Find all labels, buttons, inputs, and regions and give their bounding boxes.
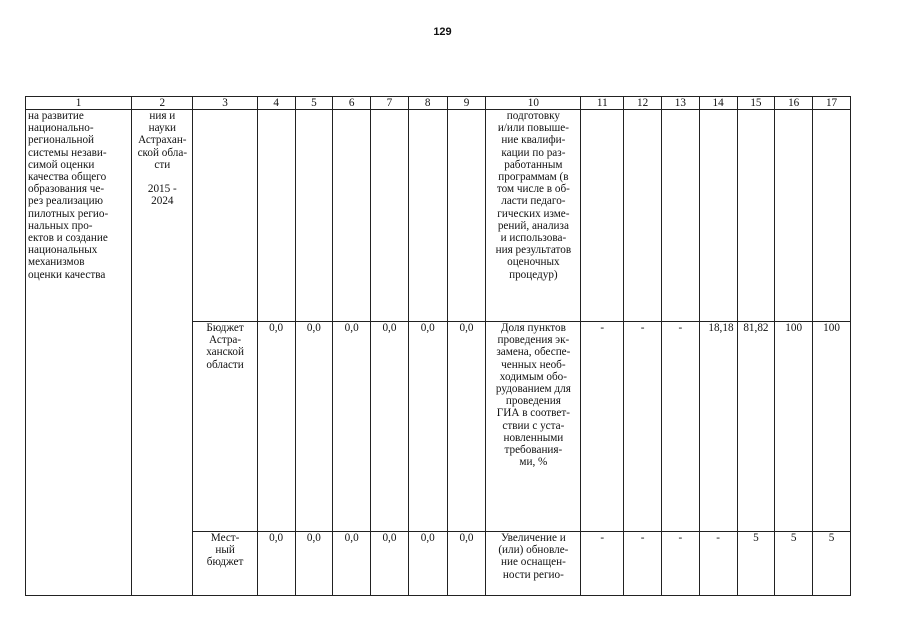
value-cell: 0,0	[333, 532, 371, 596]
table-cell	[193, 110, 257, 322]
header-cell: 5	[295, 97, 333, 110]
page-number: 129	[433, 26, 452, 38]
value-cell: 0,0	[333, 322, 371, 532]
target-cell: -	[662, 532, 700, 596]
target-cell: -	[624, 322, 662, 532]
value-cell: 0,0	[371, 322, 409, 532]
target-cell: -	[662, 322, 700, 532]
target-cell: 5	[813, 532, 851, 596]
measure-name-cell: на развитие национально- региональной системы незави- симой оценки качества общего образования че- рез реализацию пилотных регио- нальных про- ектов и создание национальных механизмов оценки качества	[26, 110, 132, 596]
table-cell	[624, 110, 662, 322]
funding-source-cell: Бюджет Астра- ханской области	[193, 322, 257, 532]
value-cell: 0,0	[408, 532, 447, 596]
header-cell: 2	[132, 97, 193, 110]
target-cell: 5	[775, 532, 813, 596]
target-cell: -	[581, 322, 624, 532]
header-cell: 17	[813, 97, 851, 110]
table-cell	[408, 110, 447, 322]
header-row	[26, 97, 851, 110]
target-cell: 18,18	[699, 322, 737, 532]
table-cell	[295, 110, 333, 322]
table-cell	[257, 110, 295, 322]
target-cell: 81,82	[737, 322, 775, 532]
target-cell: -	[581, 532, 624, 596]
target-cell: -	[624, 532, 662, 596]
header-cell: 4	[257, 97, 295, 110]
table-cell	[775, 110, 813, 322]
value-cell: 0,0	[447, 532, 486, 596]
header-cell: 3	[193, 97, 257, 110]
header-cell: 1	[26, 97, 132, 110]
program-table	[25, 96, 851, 596]
header-cell: 11	[581, 97, 624, 110]
value-cell: 0,0	[257, 322, 295, 532]
table-cell	[699, 110, 737, 322]
table-cell	[813, 110, 851, 322]
header-cell: 12	[624, 97, 662, 110]
header-cell: 8	[408, 97, 447, 110]
funding-source-cell: Мест- ный бюджет	[193, 532, 257, 596]
executor-cell: ния и науки Астрахан- ской обла- сти 2015 - 2024	[132, 110, 193, 596]
header-cell: 16	[775, 97, 813, 110]
header-cell: 10	[486, 97, 581, 110]
indicator-cell: подготовку и/или повыше- ние квалифи- кации по раз- работанным программам (в том числе в об- ласти педаго- гических изме- рений, анализа и использова- ния результатов оценочных процедур)	[486, 110, 581, 322]
value-cell: 0,0	[447, 322, 486, 532]
value-cell: 0,0	[257, 532, 295, 596]
header-cell: 9	[447, 97, 486, 110]
header-cell: 7	[371, 97, 409, 110]
table-cell	[662, 110, 700, 322]
value-cell: 0,0	[295, 322, 333, 532]
header-cell: 14	[699, 97, 737, 110]
target-cell: 100	[813, 322, 851, 532]
table-cell	[581, 110, 624, 322]
header-cell: 6	[333, 97, 371, 110]
header-cell: 13	[662, 97, 700, 110]
target-cell: 100	[775, 322, 813, 532]
indicator-cell: Увеличение и (или) обновле- ние оснащен- ности регио-	[486, 532, 581, 596]
value-cell: 0,0	[295, 532, 333, 596]
table-cell	[447, 110, 486, 322]
value-cell: 0,0	[371, 532, 409, 596]
table-cell	[737, 110, 775, 322]
indicator-cell: Доля пунктов проведения эк- замена, обеспе- ченных необ- ходимым обо- рудованием для проведения ГИА в соответ- ствии с уста- новленными требования- ми, %	[486, 322, 581, 532]
target-cell: -	[699, 532, 737, 596]
table-row	[26, 110, 851, 322]
value-cell: 0,0	[408, 322, 447, 532]
table-cell	[371, 110, 409, 322]
target-cell: 5	[737, 532, 775, 596]
table-cell	[333, 110, 371, 322]
header-cell: 15	[737, 97, 775, 110]
